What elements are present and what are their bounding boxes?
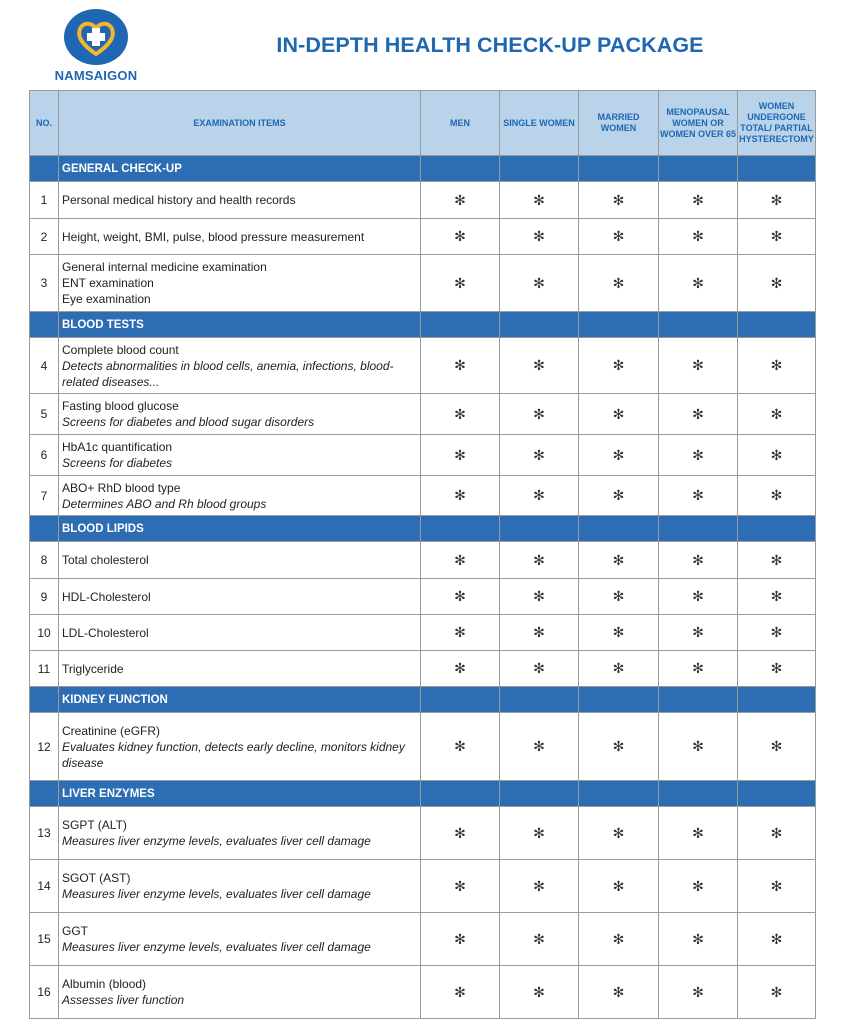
mark-single-women: ✻ [500,338,579,394]
section-title: BLOOD TESTS [59,312,421,338]
section-row [30,156,816,182]
section-row [30,312,816,338]
row-number: 4 [30,338,59,394]
checkup-table [29,90,816,1019]
table-row [30,476,816,516]
item-name: Creatinine (eGFR) [62,723,161,738]
mark-menopausal-women: ✻ [659,255,738,312]
row-number: 11 [30,651,59,687]
item-name: HbA1c quantification [62,440,173,454]
table-body [30,156,816,1019]
mark-menopausal-women: ✻ [659,651,738,687]
section-empty-cell [579,156,659,182]
table-row [30,338,816,394]
header-no: NO. [30,91,59,156]
mark-hysterectomy-women: ✻ [738,860,816,913]
section-empty-cell [738,156,816,182]
row-number: 10 [30,615,59,651]
row-number: 7 [30,476,59,516]
section-empty-cell [659,156,738,182]
item-name: GGT [62,924,88,938]
mark-married-women: ✻ [579,913,659,966]
examination-item [59,651,421,687]
item-name: SGOT (AST) [62,871,131,885]
mark-single-women: ✻ [500,651,579,687]
section-empty-cell [500,516,579,542]
mark-menopausal-women: ✻ [659,435,738,476]
section-no-cell [30,781,59,807]
section-empty-cell [738,312,816,338]
row-number: 8 [30,542,59,579]
section-row [30,516,816,542]
mark-menopausal-women: ✻ [659,966,738,1019]
mark-single-women: ✻ [500,579,579,615]
section-no-cell [30,516,59,542]
section-empty-cell [579,781,659,807]
mark-single-women: ✻ [500,394,579,435]
row-number: 13 [30,807,59,860]
examination-item [59,542,421,579]
examination-item [59,255,421,312]
mark-single-women: ✻ [500,615,579,651]
table-row [30,713,816,781]
mark-single-women: ✻ [500,219,579,255]
table-row [30,219,816,255]
mark-menopausal-women: ✻ [659,713,738,781]
table-row [30,542,816,579]
item-name: SGPT (ALT) [62,818,127,832]
table-row [30,966,816,1019]
brand-logo [50,8,142,83]
mark-married-women: ✻ [579,219,659,255]
mark-single-women: ✻ [500,713,579,781]
examination-item [59,182,421,219]
header-married-women: MARRIED WOMEN [579,91,659,156]
mark-men: ✻ [421,651,500,687]
item-description: Determines ABO and Rh blood groups [62,496,267,511]
mark-married-women: ✻ [579,476,659,516]
mark-single-women: ✻ [500,255,579,312]
examination-item [59,476,421,516]
section-empty-cell [738,781,816,807]
row-number: 5 [30,394,59,435]
mark-menopausal-women: ✻ [659,219,738,255]
section-empty-cell [579,516,659,542]
table-row [30,255,816,312]
item-description: Detects abnormalities in blood cells, anemia, infections, blood-related diseases... [62,358,394,389]
mark-hysterectomy-women: ✻ [738,394,816,435]
mark-married-women: ✻ [579,394,659,435]
mark-men: ✻ [421,807,500,860]
heart-cross-logo-icon [63,8,129,66]
mark-single-women: ✻ [500,966,579,1019]
section-empty-cell [738,516,816,542]
mark-hysterectomy-women: ✻ [738,615,816,651]
section-no-cell [30,156,59,182]
mark-hysterectomy-women: ✻ [738,542,816,579]
row-number: 15 [30,913,59,966]
examination-item [59,966,421,1019]
table-row [30,182,816,219]
item-name: Triglyceride [62,661,124,676]
mark-men: ✻ [421,913,500,966]
item-name: ENT examination [62,276,154,290]
mark-single-women: ✻ [500,435,579,476]
table-row [30,913,816,966]
mark-men: ✻ [421,579,500,615]
section-empty-cell [659,516,738,542]
mark-menopausal-women: ✻ [659,338,738,394]
item-name: Eye examination [62,292,151,306]
mark-single-women: ✻ [500,476,579,516]
item-name: Personal medical history and health records [62,193,296,207]
mark-hysterectomy-women: ✻ [738,913,816,966]
mark-hysterectomy-women: ✻ [738,255,816,312]
mark-men: ✻ [421,394,500,435]
row-number: 2 [30,219,59,255]
mark-men: ✻ [421,966,500,1019]
item-name: General internal medicine examination [62,260,267,274]
section-empty-cell [659,312,738,338]
mark-married-women: ✻ [579,966,659,1019]
section-empty-cell [421,312,500,338]
mark-single-women: ✻ [500,807,579,860]
mark-men: ✻ [421,542,500,579]
mark-married-women: ✻ [579,255,659,312]
mark-married-women: ✻ [579,435,659,476]
mark-men: ✻ [421,338,500,394]
row-number: 14 [30,860,59,913]
mark-hysterectomy-women: ✻ [738,182,816,219]
mark-men: ✻ [421,435,500,476]
section-empty-cell [738,687,816,713]
mark-married-women: ✻ [579,542,659,579]
header-menopausal-women: MENOPAUSAL WOMEN OR WOMEN OVER 65 [659,91,738,156]
section-empty-cell [421,156,500,182]
table-row [30,394,816,435]
table-header-row [30,91,816,156]
mark-single-women: ✻ [500,913,579,966]
item-description: Measures liver enzyme levels, evaluates liver cell damage [62,940,371,954]
mark-hysterectomy-women: ✻ [738,713,816,781]
mark-married-women: ✻ [579,615,659,651]
mark-single-women: ✻ [500,542,579,579]
section-empty-cell [421,516,500,542]
mark-men: ✻ [421,860,500,913]
section-empty-cell [659,781,738,807]
page-title: IN-DEPTH HEALTH CHECK-UP PACKAGE [276,33,704,57]
header-single-women: SINGLE WOMEN [500,91,579,156]
section-empty-cell [579,312,659,338]
mark-hysterectomy-women: ✻ [738,476,816,516]
examination-item [59,435,421,476]
item-name: LDL-Cholesterol [62,625,149,640]
item-description: Evaluates kidney function, detects early decline, monitors kidney disease [62,739,405,770]
mark-married-women: ✻ [579,182,659,219]
item-description: Assesses liver function [62,993,185,1007]
section-title: KIDNEY FUNCTION [59,687,421,713]
brand-name: NAMSAIGON [54,68,138,83]
mark-hysterectomy-women: ✻ [738,338,816,394]
section-empty-cell [500,312,579,338]
table-row [30,435,816,476]
examination-item [59,860,421,913]
section-empty-cell [500,156,579,182]
section-empty-cell [500,687,579,713]
item-description: Measures liver enzyme levels, evaluates liver cell damage [62,887,371,901]
header-men: MEN [421,91,500,156]
mark-men: ✻ [421,219,500,255]
item-name: Albumin (blood) [62,977,147,991]
mark-married-women: ✻ [579,860,659,913]
examination-item [59,394,421,435]
section-empty-cell [579,687,659,713]
mark-menopausal-women: ✻ [659,579,738,615]
table-row [30,860,816,913]
mark-menopausal-women: ✻ [659,182,738,219]
mark-men: ✻ [421,713,500,781]
section-empty-cell [500,781,579,807]
section-no-cell [30,687,59,713]
mark-single-women: ✻ [500,860,579,913]
header-examination-items: EXAMINATION ITEMS [59,91,421,156]
section-empty-cell [421,687,500,713]
examination-item [59,219,421,255]
item-description: Measures liver enzyme levels, evaluates liver cell damage [62,834,371,848]
mark-married-women: ✻ [579,651,659,687]
item-description: Screens for diabetes [62,456,173,470]
mark-menopausal-women: ✻ [659,860,738,913]
mark-menopausal-women: ✻ [659,615,738,651]
mark-menopausal-women: ✻ [659,913,738,966]
row-number: 6 [30,435,59,476]
examination-item [59,807,421,860]
item-name: Complete blood count [62,342,179,357]
mark-hysterectomy-women: ✻ [738,807,816,860]
mark-single-women: ✻ [500,182,579,219]
mark-married-women: ✻ [579,579,659,615]
table-row [30,807,816,860]
mark-hysterectomy-women: ✻ [738,579,816,615]
row-number: 12 [30,713,59,781]
item-name: Height, weight, BMI, pulse, blood pressure measurement [62,229,365,244]
row-number: 9 [30,579,59,615]
section-title: GENERAL CHECK-UP [59,156,421,182]
mark-menopausal-women: ✻ [659,394,738,435]
mark-married-women: ✻ [579,713,659,781]
mark-men: ✻ [421,615,500,651]
mark-men: ✻ [421,255,500,312]
header-hysterectomy-women: WOMEN UNDERGONE TOTAL/ PARTIAL HYSTERECTOMY [738,91,816,156]
table-row [30,579,816,615]
section-title: LIVER ENZYMES [59,781,421,807]
row-number: 1 [30,182,59,219]
row-number: 3 [30,255,59,312]
examination-item [59,913,421,966]
item-name: HDL-Cholesterol [62,589,151,604]
examination-item [59,713,421,781]
examination-item [59,615,421,651]
mark-hysterectomy-women: ✻ [738,966,816,1019]
mark-married-women: ✻ [579,807,659,860]
mark-married-women: ✻ [579,338,659,394]
item-name: Fasting blood glucose [62,399,179,413]
section-row [30,687,816,713]
examination-item [59,579,421,615]
item-name: ABO+ RhD blood type [62,480,181,495]
section-empty-cell [659,687,738,713]
item-name: Total cholesterol [62,553,149,567]
row-number: 16 [30,966,59,1019]
mark-men: ✻ [421,476,500,516]
section-no-cell [30,312,59,338]
section-empty-cell [421,781,500,807]
table-row [30,615,816,651]
mark-hysterectomy-women: ✻ [738,219,816,255]
mark-men: ✻ [421,182,500,219]
section-title: BLOOD LIPIDS [59,516,421,542]
section-row [30,781,816,807]
mark-hysterectomy-women: ✻ [738,435,816,476]
mark-menopausal-women: ✻ [659,542,738,579]
table-row [30,651,816,687]
mark-hysterectomy-women: ✻ [738,651,816,687]
mark-menopausal-women: ✻ [659,476,738,516]
mark-menopausal-women: ✻ [659,807,738,860]
examination-item [59,338,421,394]
item-description: Screens for diabetes and blood sugar disorders [62,415,315,429]
